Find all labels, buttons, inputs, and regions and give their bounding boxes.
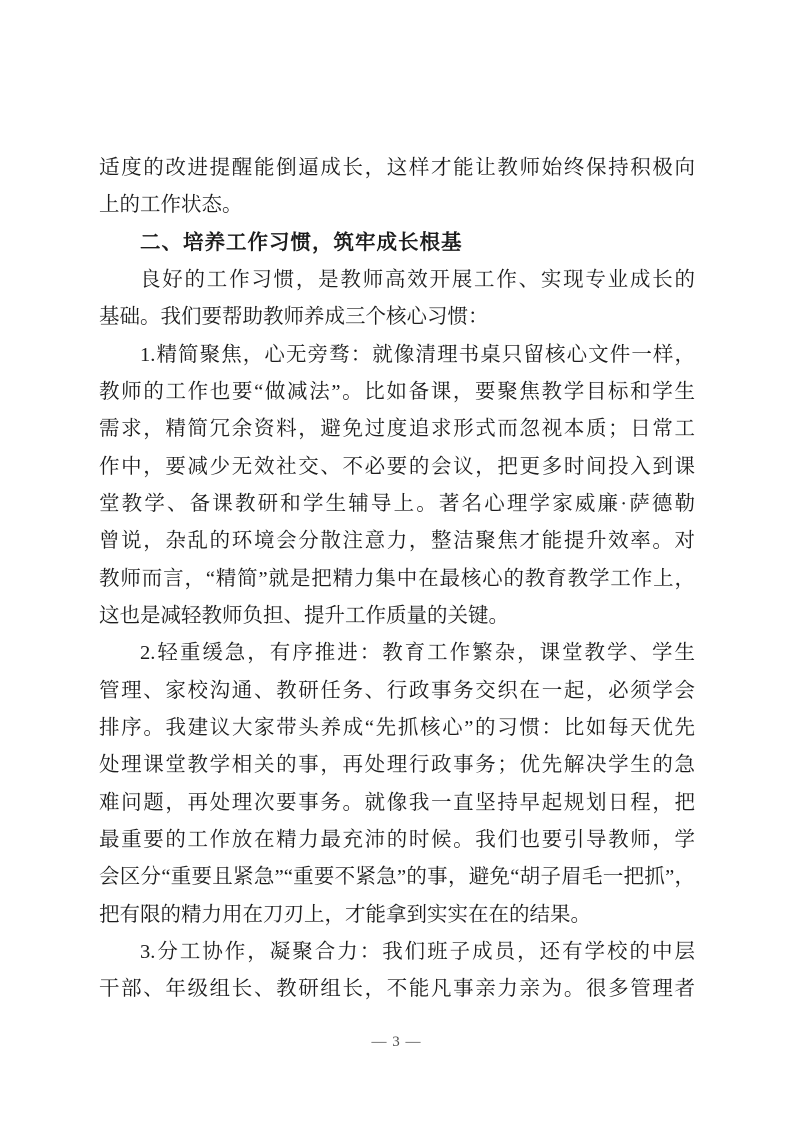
text-line: 管理、家校沟通、教研任务、行政事务交织在一起，必须学会 bbox=[99, 679, 695, 702]
text-line: 2.轻重缓急，有序推进：教育工作繁杂，课堂教学、学生 bbox=[140, 642, 695, 665]
text-line: 3.分工协作，凝聚合力：我们班子成员，还有学校的中层 bbox=[140, 940, 695, 963]
section-heading: 二、培养工作习惯，筑牢成长根基 bbox=[140, 231, 463, 254]
text-line: 良好的工作习惯，是教师高效开展工作、实现专业成长的 bbox=[140, 268, 695, 291]
text-line: 排序。我建议大家带头养成“先抓核心”的习惯：比如每天优先 bbox=[99, 716, 695, 739]
text-line: 作中，要减少无效社交、不必要的会议，把更多时间投入到课 bbox=[99, 455, 695, 478]
text-line: 基础。我们要帮助教师养成三个核心习惯： bbox=[99, 306, 489, 329]
text-line: 把有限的精力用在刀刃上，才能拿到实实在在的结果。 bbox=[99, 903, 591, 926]
text-line: 这也是减轻教师负担、提升工作质量的关键。 bbox=[99, 604, 509, 627]
text-line: 需求，精简冗余资料，避免过度追求形式而忽视本质；日常工 bbox=[99, 418, 695, 441]
text-line: 上的工作状态。 bbox=[99, 194, 243, 217]
text-line: 干部、年级组长、教研组长，不能凡事亲力亲为。很多管理者 bbox=[99, 978, 695, 1001]
text-line: 教师的工作也要“做减法”。比如备课，要聚焦教学目标和学生 bbox=[99, 380, 695, 403]
text-line: 最重要的工作放在精力最充沛的时候。我们也要引导教师，学 bbox=[99, 828, 695, 851]
text-line: 难问题，再处理次要事务。就像我一直坚持早起规划日程，把 bbox=[99, 791, 695, 814]
document-body bbox=[99, 150, 695, 1009]
text-line: 堂教学、备课教研和学生辅导上。著名心理学家威廉·萨德勒 bbox=[99, 492, 695, 515]
text-line: 1.精简聚焦，心无旁骛：就像清理书桌只留核心文件一样， bbox=[140, 343, 695, 366]
page-number: — 3 — bbox=[371, 1034, 422, 1050]
text-line: 适度的改进提醒能倒逼成长，这样才能让教师始终保持积极向 bbox=[99, 157, 695, 179]
text-line: 曾说，杂乱的环境会分散注意力，整洁聚焦才能提升效率。对 bbox=[99, 530, 695, 553]
text-line: 会区分“重要且紧急”“重要不紧急”的事，避免“胡子眉毛一把抓”， bbox=[99, 866, 695, 889]
text-line: 处理课堂教学相关的事，再处理行政事务；优先解决学生的急 bbox=[99, 754, 695, 777]
text-line: 教师而言，“精简”就是把精力集中在最核心的教育教学工作上， bbox=[99, 567, 695, 590]
